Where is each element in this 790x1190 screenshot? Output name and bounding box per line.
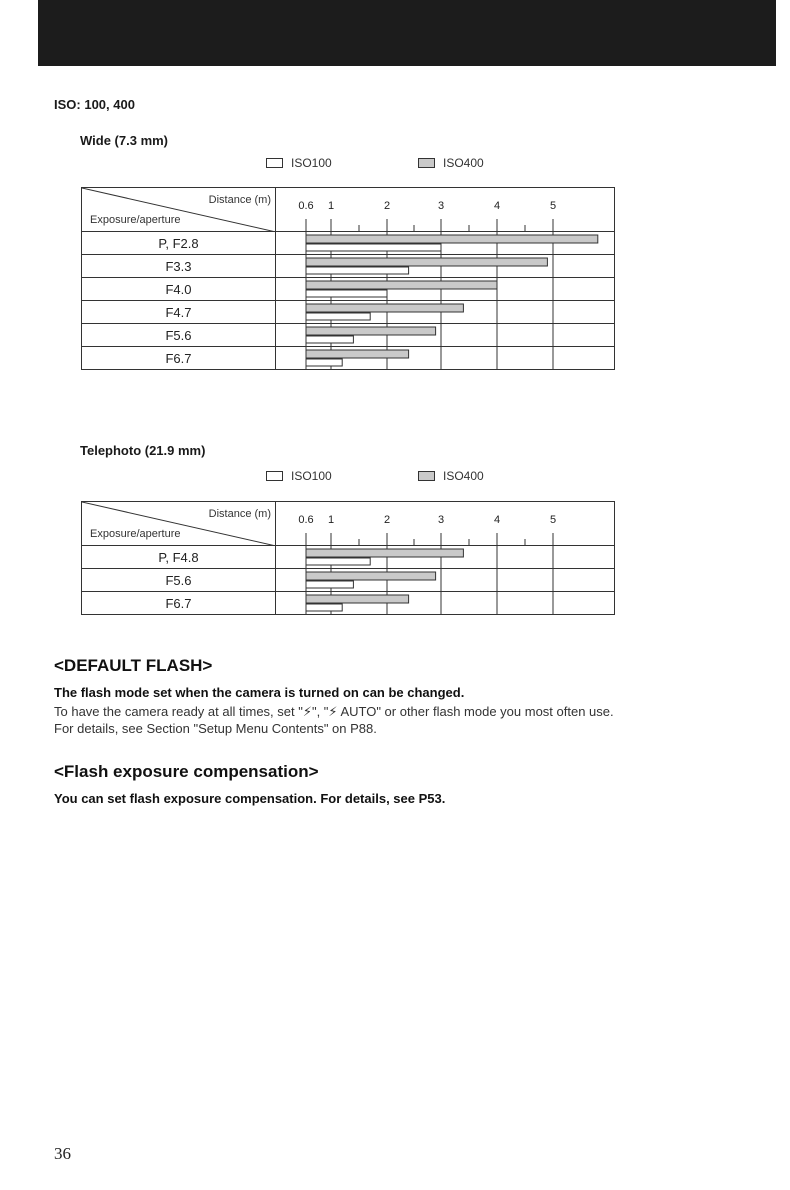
aperture-label: F4.0 [82,278,276,301]
iso400-range-bar [306,304,463,312]
aperture-label: F6.7 [82,592,276,615]
tick-label: 1 [327,199,335,212]
legend-iso400-swatch [418,158,435,168]
flash-range-cell [276,592,615,615]
flash-range-plot [276,301,614,323]
wide-flash-table [81,187,615,370]
table-row [82,255,615,278]
flash-range-plot [276,232,614,254]
wide-heading: Wide (7.3 mm) [80,133,169,148]
iso100-range-bar [306,290,387,297]
tick-label: 3 [437,513,445,526]
flash-range-cell [276,324,615,347]
legend-iso100-swatch [266,471,283,481]
iso400-range-bar [306,350,409,358]
telephoto-flash-table [81,501,615,615]
telephoto-heading: Telephoto (21.9 mm) [80,443,206,458]
header-band [38,0,776,66]
tick-label: 3 [437,199,445,212]
tick-label: 5 [549,199,557,212]
flash-range-cell [276,301,615,324]
iso400-range-bar [306,572,436,580]
tick-label: 2 [383,199,391,212]
flash-range-cell [276,347,615,370]
aperture-label: F3.3 [82,255,276,278]
iso100-range-bar [306,581,353,588]
flash-range-cell [276,255,615,278]
iso400-range-bar [306,549,463,557]
table-row [82,347,615,370]
legend-iso100-label: ISO100 [291,156,332,170]
table-row [82,301,615,324]
legend-iso100-swatch [266,158,283,168]
default-flash-line1: The flash mode set when the camera is turned on can be changed. [54,685,465,700]
distance-axis [276,189,614,231]
exposure-axis-label: Exposure/aperture [90,214,181,226]
legend-iso100 [266,156,332,170]
tick-label: 1 [327,513,335,526]
iso400-range-bar [306,595,409,603]
iso100-range-bar [306,359,342,366]
flash-range-plot [276,347,614,369]
default-flash-heading: <DEFAULT FLASH> [54,656,213,675]
table-row [82,232,615,255]
iso-heading: ISO: 100, 400 [54,97,135,112]
iso100-range-bar [306,244,441,251]
legend-iso400 [418,156,484,170]
table-header-row [82,188,615,232]
corner-cell [82,502,276,546]
aperture-label: F4.7 [82,301,276,324]
aperture-label: P, F4.8 [82,546,276,569]
distance-axis-label: Distance (m) [208,194,271,206]
legend-iso400-swatch [418,471,435,481]
iso100-range-bar [306,267,409,274]
iso400-range-bar [306,235,598,243]
flash-range-plot [276,324,614,346]
iso400-range-bar [306,327,436,335]
flash-range-plot [276,546,614,568]
default-flash-line3: For details, see Section "Setup Menu Contents" on P88. [54,721,377,736]
tick-label: 0.6 [298,199,314,212]
distance-axis [276,503,614,545]
legend-iso400-label: ISO400 [443,469,484,483]
table-row [82,546,615,569]
flash-range-plot [276,278,614,300]
table-header-row [82,502,615,546]
tick-label: 4 [493,199,501,212]
flash-comp-line1: You can set flash exposure compensation. For details, see P53. [54,791,446,806]
legend-iso100-label: ISO100 [291,469,332,483]
flash-range-plot [276,592,614,614]
legend-iso100-tele [266,469,332,483]
distance-axis-cell [276,188,615,232]
flash-comp-heading: <Flash exposure compensation> [54,762,319,781]
iso400-range-bar [306,258,547,266]
distance-axis-cell [276,502,615,546]
tick-label: 5 [549,513,557,526]
iso100-range-bar [306,558,370,565]
aperture-label: F5.6 [82,569,276,592]
table-row [82,592,615,615]
iso100-range-bar [306,336,353,343]
exposure-axis-label: Exposure/aperture [90,528,181,540]
tick-label: 2 [383,513,391,526]
flash-range-plot [276,569,614,591]
aperture-label: P, F2.8 [82,232,276,255]
aperture-label: F6.7 [82,347,276,370]
legend-iso400-tele [418,469,484,483]
table-row [82,569,615,592]
flash-range-cell [276,546,615,569]
iso400-range-bar [306,281,497,289]
flash-range-plot [276,255,614,277]
default-flash-line2: To have the camera ready at all times, set "⚡", "⚡ AUTO" or other flash mode you most often use. [54,704,614,719]
tick-label: 4 [493,513,501,526]
table-row [82,278,615,301]
iso100-range-bar [306,604,342,611]
distance-axis-label: Distance (m) [208,508,271,520]
tick-label: 0.6 [298,513,314,526]
corner-cell [82,188,276,232]
aperture-label: F5.6 [82,324,276,347]
iso100-range-bar [306,313,370,320]
page-number: 36 [54,1144,71,1163]
flash-range-cell [276,278,615,301]
flash-range-cell [276,232,615,255]
legend-iso400-label: ISO400 [443,156,484,170]
flash-range-cell [276,569,615,592]
table-row [82,324,615,347]
